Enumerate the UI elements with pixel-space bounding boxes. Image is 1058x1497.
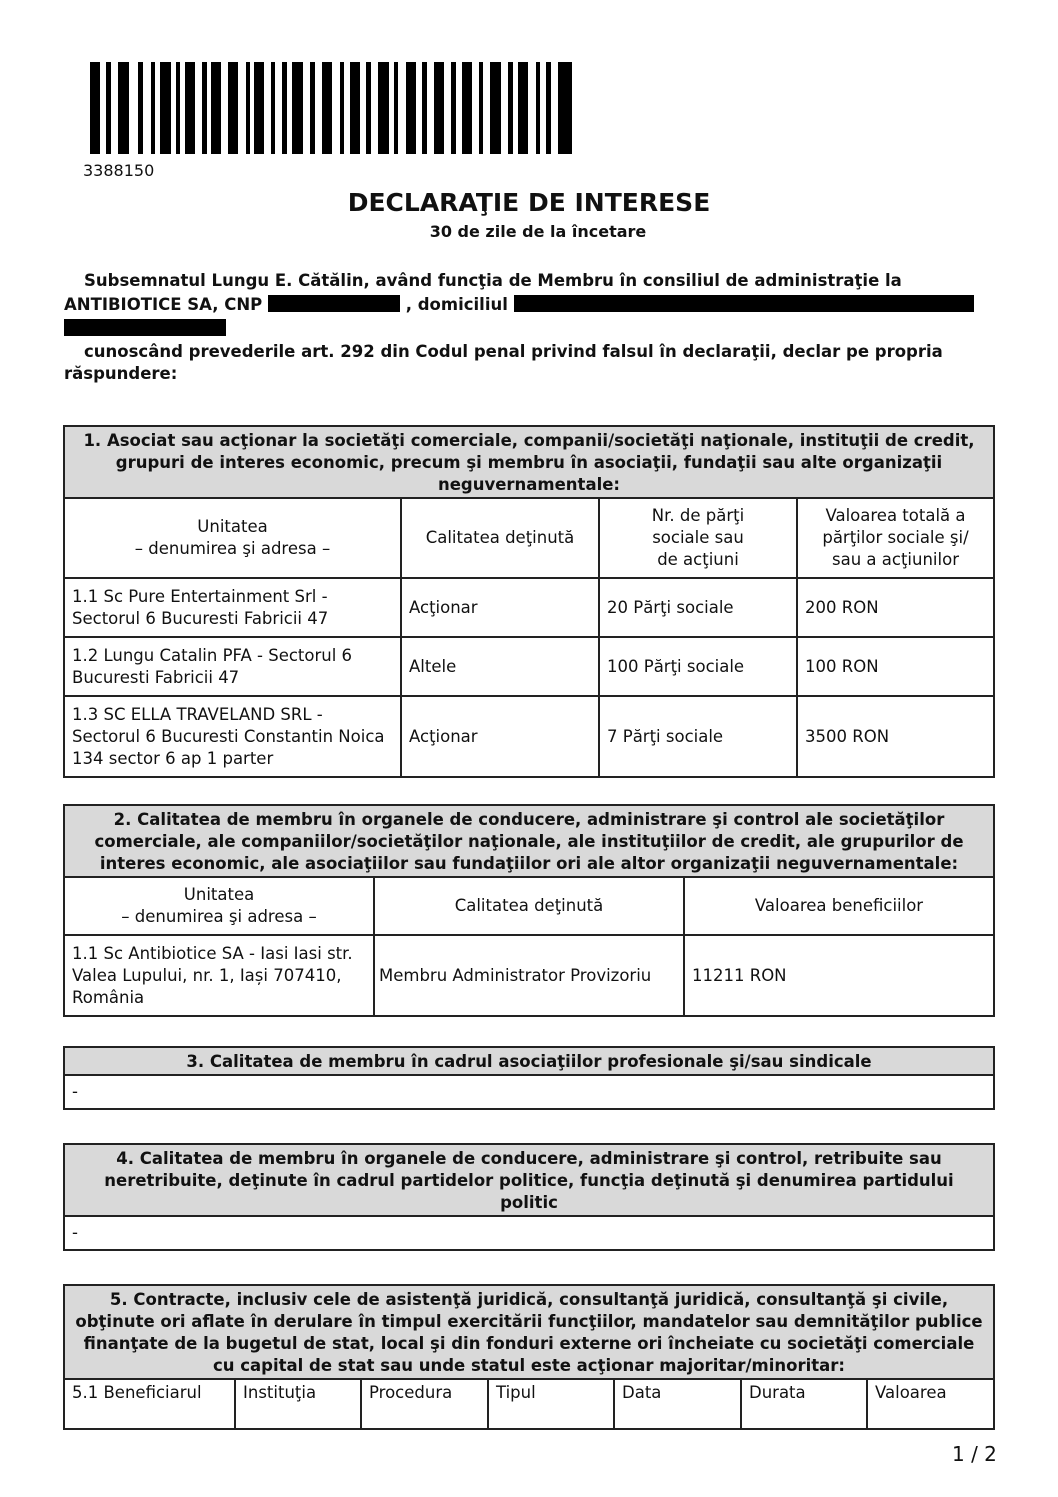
section-1-heading: 1. Asociat sau acţionar la societăţi comerciale, companii/societăţi naţionale, instituţii de credit, grupuri de interes economic, precum şi membru în asociaţii, fundaţii sau alte organizaţii neguvernamentale: [65, 427, 993, 499]
table-row [65, 638, 993, 697]
cell-value: 100 RON [805, 656, 879, 676]
section-4-heading: 4. Calitatea de membru în organele de conducere, administrare şi control, retribuite sau neretribuite, deţinute în cadrul partidelor politice, funcţia deţinută şi denumirea partidului politic [65, 1145, 993, 1217]
column-header-procedure: Procedura [362, 1380, 489, 1428]
redacted-address [514, 295, 974, 312]
column-header-duration: Durata [742, 1380, 868, 1428]
cell-value: - [72, 1082, 78, 1101]
table-row [65, 579, 993, 638]
column-header-type: Tipul [489, 1380, 615, 1428]
column-header-beneficiary: 5.1 Beneficiarul [65, 1380, 236, 1428]
column-header-total-value: Valoarea totală a părţilor sociale şi/ sau a acţiunilor [822, 506, 969, 569]
redacted-cnp [268, 295, 400, 312]
section-3-table [63, 1046, 995, 1110]
table-header-row [65, 878, 993, 936]
cell-value: 3500 RON [805, 726, 890, 746]
intro-domicile-label: , domiciliul [405, 295, 508, 314]
intro-line-3: cunoscând prevederile art. 292 din Codul penal privind falsul în declaraţii, declar pe propria [84, 342, 943, 361]
section-2-table [63, 804, 995, 1017]
column-header-institution: Instituţia [236, 1380, 362, 1428]
section-5-table [63, 1284, 995, 1430]
cell-benefits: 11211 RON [692, 965, 787, 985]
cell-unit: 1.3 SC ELLA TRAVELAND SRL - Sectorul 6 Bucuresti Constantin Noica 134 sector 6 ap 1 parter [65, 697, 402, 776]
intro-line-1: Subsemnatul Lungu E. Cătălin, având funcţia de Membru în consiliul de administraţie la [84, 271, 902, 290]
page-number: 1 / 2 [952, 1442, 997, 1466]
intro-company-cnp-label: ANTIBIOTICE SA, CNP [64, 295, 263, 314]
column-header-role: Calitatea deţinută [375, 878, 685, 934]
column-header-benefits: Valoarea beneficiilor [754, 896, 924, 915]
cell-role: Altele [402, 638, 600, 695]
table-header-row [65, 499, 993, 579]
cell-role: Acţionar [402, 697, 600, 776]
column-header-value: Valoarea [875, 1383, 947, 1402]
section-4-table [63, 1143, 995, 1251]
cell-unit: 1.1 Sc Pure Entertainment Srl - Sectorul 6 Bucuresti Fabricii 47 [65, 579, 402, 636]
table-row [65, 936, 993, 1015]
section-5-heading: 5. Contracte, inclusiv cele de asistenţă juridică, consultanţă juridică, consultanţă şi civile, obţinute ori aflate în derulare în timpul exercitării funcţiilor, mandatelor sau demnităţilor publice finanţate de la bugetul de stat, local şi din fonduri externe ori încheiate cu societăţi comerciale cu capital de stat sau unde statul este acţionar majoritar/minoritar: [65, 1286, 993, 1380]
cell-value: - [72, 1223, 78, 1242]
cell-value: 200 RON [805, 597, 879, 617]
column-header-unit: Unitatea – denumirea şi adresa – [65, 499, 402, 577]
table-row [65, 697, 993, 776]
table-row [65, 1076, 993, 1108]
barcode-number: 3388150 [83, 161, 155, 180]
cell-unit: 1.2 Lungu Catalin PFA - Sectorul 6 Bucuresti Fabricii 47 [65, 638, 402, 695]
cell-role: Membru Administrator Provizoriu [375, 936, 685, 1015]
cell-shares: 100 Părţi sociale [600, 638, 798, 695]
section-1-table [63, 425, 995, 778]
column-header-role: Calitatea deţinută [402, 499, 600, 577]
table-row [65, 1217, 993, 1249]
barcode [90, 62, 572, 154]
redacted-address-continued [64, 319, 226, 336]
cell-role: Acţionar [402, 579, 600, 636]
column-header-unit: Unitatea – denumirea şi adresa – [65, 878, 375, 934]
intro-line-4: răspundere: [64, 364, 178, 383]
table-header-row [65, 1380, 993, 1428]
column-header-shares: Nr. de părţi sociale sau de acţiuni [600, 499, 798, 577]
document-title: DECLARAŢIE DE INTERESE [347, 188, 711, 217]
column-header-date: Data [615, 1380, 742, 1428]
section-2-heading: 2. Calitatea de membru în organele de conducere, administrare şi control ale societăţilor comerciale, ale companiilor/societăţilor naţionale, ale instituţiilor de credit, ale grupurilor de interes economic, ale asociaţiilor sau fundaţiilor ori ale altor organizaţii neguvernamentale: [65, 806, 993, 878]
cell-shares: 7 Părţi sociale [600, 697, 798, 776]
intro-line-2 [64, 295, 994, 314]
cell-shares: 20 Părţi sociale [600, 579, 798, 636]
section-3-heading: 3. Calitatea de membru în cadrul asociaţiilor profesionale şi/sau sindicale [65, 1048, 993, 1076]
cell-unit: 1.1 Sc Antibiotice SA - Iasi Iasi str. Valea Lupului, nr. 1, Iași 707410, România [65, 936, 375, 1015]
document-subtitle: 30 de zile de la încetare [429, 222, 647, 241]
